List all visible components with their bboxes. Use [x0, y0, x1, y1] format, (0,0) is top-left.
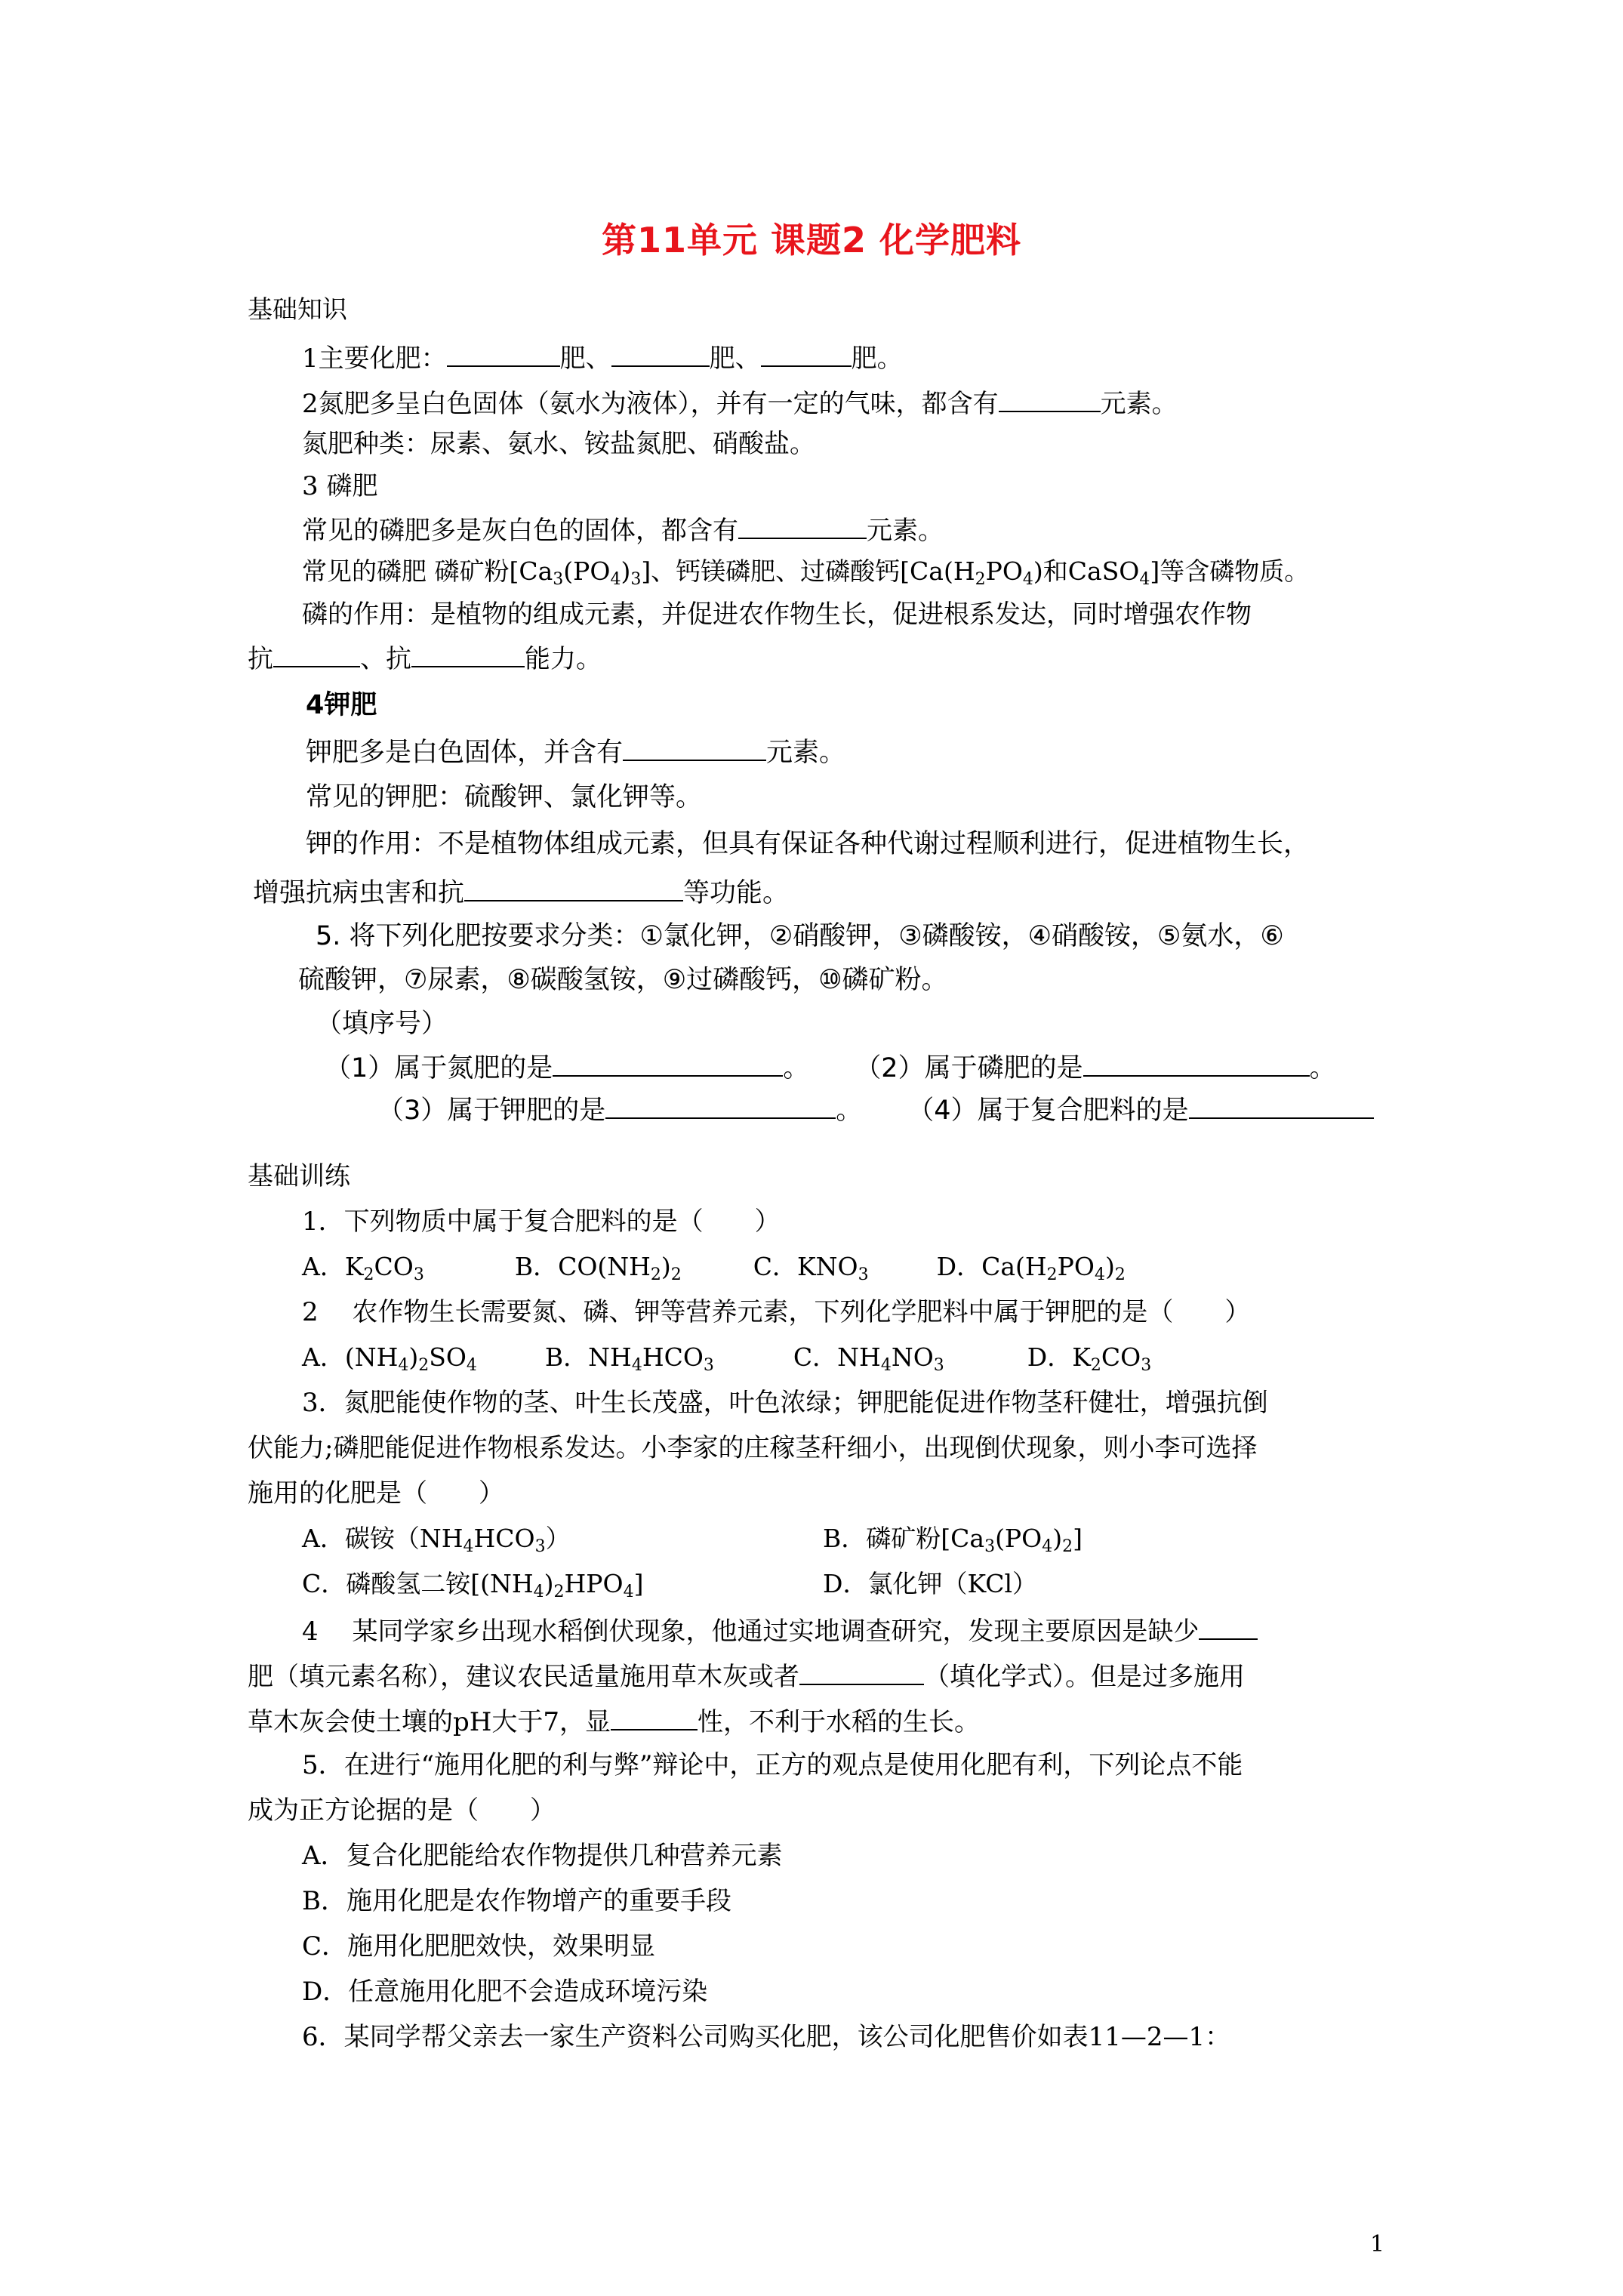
- question-1-options: A．$K_2CO_3$ B．$CO(NH_2)_2$ C．$KNO_3$ D．$Ca(H_2PO_4)_2$: [302, 1252, 1126, 1284]
- knowledge-item-1: 1主要化肥： 肥、 肥、 肥。: [302, 340, 903, 375]
- knowledge-item-3a: 常见的磷肥多是灰白色的固体，都含有 元素。: [302, 512, 944, 547]
- knowledge-item-5e: （3）属于钾肥的是 。 （4）属于复合肥料的是: [377, 1092, 1374, 1127]
- knowledge-item-2: 2氮肥多呈白色固体（氨水为液体），并有一定的气味，都含有 元素。: [302, 385, 1178, 421]
- page-number: 1: [1370, 2231, 1385, 2257]
- question-5-option-a: A．复合化肥能给农作物提供几种营养元素: [302, 1841, 783, 1871]
- question-5-option-b: B．施用化肥是农作物增产的重要手段: [302, 1886, 731, 1916]
- question-4-line-3: 草木灰会使土壤的pH大于7，显 性，不利于水稻的生长。: [248, 1703, 980, 1739]
- question-4-line-2: 肥（填元素名称），建议农民适量施用草木灰或者 （填化学式）。但是过多施用: [248, 1658, 1245, 1693]
- question-4-line-1: 4 某同学家乡出现水稻倒伏现象，他通过实地调查研究，发现主要原因是缺少: [302, 1613, 1258, 1648]
- question-5-option-c: C．施用化肥肥效快，效果明显: [302, 1931, 656, 1962]
- question-3-option-a: A．碳铵$(NH_4HCO_3)$: [302, 1524, 571, 1556]
- knowledge-item-3c: 磷的作用：是植物的组成元素，并促进农作物生长，促进根系发达，同时增强农作物: [302, 599, 1252, 630]
- question-3-option-d: D．氯化钾（KCl）: [823, 1569, 1038, 1598]
- question-2: 2 农作物生长需要氮、磷、钾等营养元素，下列化学肥料中属于钾肥的是（ ）: [302, 1297, 1251, 1327]
- knowledge-item-4: 4钾肥: [306, 690, 377, 720]
- knowledge-item-4a: 钾肥多是白色固体，并含有 元素。: [306, 734, 845, 769]
- question-3-line-2: 伏能力;磷肥能促进作物根系发达。小李家的庄稼茎秆细小，出现倒伏现象，则小李可选择: [248, 1433, 1258, 1463]
- knowledge-item-4b: 常见的钾肥：硫酸钾、氯化钾等。: [306, 782, 703, 812]
- knowledge-item-5c: （填序号）: [316, 1009, 448, 1039]
- question-3-option-b: B．磷矿粉$[Ca_3(PO_4)_2]$: [823, 1524, 1083, 1556]
- question-2-options: A．$(NH_4)_2SO_4$ B．$NH_4HCO_3$ C．$NH_4NO_3$ D．$K_2CO_3$: [302, 1342, 1152, 1375]
- question-1: 1．下列物质中属于复合肥料的是（ ）: [302, 1207, 781, 1237]
- knowledge-item-4d: 增强抗病虫害和抗 等功能。: [253, 874, 789, 910]
- knowledge-item-5a: 5. 将下列化肥按要求分类：①氯化钾，②硝酸钾，③磷酸铵，④硝酸铵，⑤氨水，⑥: [316, 921, 1284, 951]
- page-title: 第11单元 课题2 化学肥料: [601, 220, 1022, 260]
- knowledge-item-3: 3 磷肥: [302, 471, 378, 501]
- question-3-line-1: 3．氮肥能使作物的茎、叶生长茂盛，叶色浓绿；钾肥能促进作物茎秆健壮，增强抗倒: [302, 1388, 1268, 1418]
- knowledge-item-2b: 氮肥种类：尿素、氨水、铵盐氮肥、硝酸盐。: [302, 429, 815, 459]
- section-heading-basic-training: 基础训练: [248, 1161, 350, 1191]
- question-6: 6．某同学帮父亲去一家生产资料公司购买化肥，该公司化肥售价如表11—2—1：: [302, 2022, 1231, 2052]
- question-5-line-1: 5．在进行“施用化肥的利与弊”辩论中，正方的观点是使用化肥有利，下列论点不能: [302, 1750, 1243, 1780]
- knowledge-item-5b: 硫酸钾，⑦尿素，⑧碳酸氢铵，⑨过磷酸钙，⑩磷矿粉。: [298, 965, 948, 995]
- knowledge-item-5d: （1）属于氮肥的是 。 （2）属于磷肥的是 。: [325, 1049, 1336, 1085]
- question-5-line-2: 成为正方论据的是（ ）: [248, 1795, 556, 1826]
- knowledge-item-4c: 钾的作用：不是植物体组成元素，但具有保证各种代谢过程顺利进行，促进植物生长，: [306, 829, 1310, 859]
- question-3-line-3: 施用的化肥是（ ）: [248, 1478, 504, 1509]
- section-heading-basic-knowledge: 基础知识: [248, 294, 347, 324]
- knowledge-item-3d: 抗 、抗 能力。: [248, 640, 602, 676]
- question-5-option-d: D．任意施用化肥不会造成环境污染: [302, 1977, 708, 2007]
- question-3-option-c: C．磷酸氢二铵$[(NH_4)_2HPO_4]$: [302, 1569, 644, 1601]
- knowledge-item-3b: 常见的磷肥 磷矿粉$[Ca_3(PO_4)_3]$、钙镁磷肥、过磷酸钙[$Ca(H_2PO_4)$和CaSO$_4$]等含磷物质。: [302, 556, 1310, 589]
